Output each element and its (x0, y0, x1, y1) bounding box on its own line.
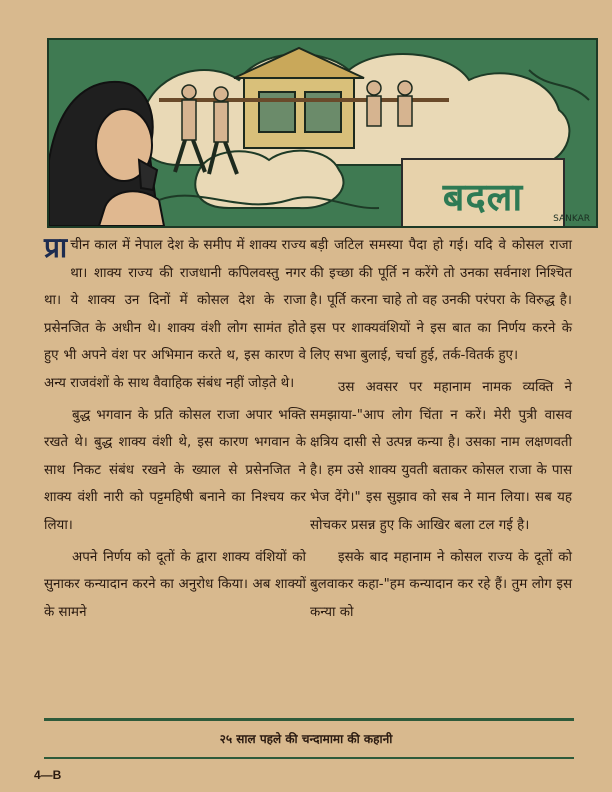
footer-rule-bottom (44, 757, 574, 759)
woman-portrait (49, 82, 164, 226)
footer-rule-top (44, 718, 574, 721)
paragraph-5: उस अवसर पर महानाम नामक व्यक्ति ने समझाया-"आप लोग चिंता न करें। मेरी पुत्री वासव क्षत्रिय दासी से उत्पन्न कन्या है। उसका नाम लक्षणवती है। हम उसे शाक्य युवती बताकर कोसल राजा के पास भेज देंगे।" इस सुझाव को सब ने मान लिया। सब यह सोचकर प्रसन्न हुए कि आखिर बला टल गई है। (310, 379, 572, 533)
paragraph-2: बुद्ध भगवान के प्रति कोसल राजा अपार भक्ति रखते थे। बुद्ध शाक्य वंशी थे, इस कारण भगवान के साथ निकट संबंध रखने के ख्याल से प्रसेनजित ने शाक्य वंशी नारी को पट्टमहिषी बनाने का निश्चय कर लिया। (44, 407, 306, 533)
story-column-left (44, 232, 306, 630)
story-title-box (401, 158, 565, 228)
paragraph-text: चीन काल में नेपाल देश के समीप में शाक्य राज्य था। शाक्य राज्य की राजधानी कपिलवस्तु नगर था। ये शाक्य उन दिनों में कोसल देश के राजा प्रसेनजित के अधीन थे। शाक्य वंशी लोग सामंत होते हुए भी अपने वंश पर अभिमान करते थ, इस कारण वे अन्य राजवंशों के साथ वैवाहिक संबंध नहीं जोड़ते थे। (44, 238, 306, 391)
story-title: बदला (442, 175, 524, 219)
story-banner-illustration (47, 38, 598, 228)
paragraph-6: इसके बाद महानाम ने कोसल राज्य के दूतों को बुलवाकर कहा-"हम कन्यादान कर रहे हैं। तुम लोग इस कन्या को (310, 549, 572, 620)
artist-signature: SANKAR (553, 214, 590, 224)
paragraph-3: अपने निर्णय को दूतों के द्वारा शाक्य वंशियों को सुनाकर कन्यादान करने का अनुरोध किया। अब शाक्यों के सामने (44, 549, 306, 620)
drop-cap: प्रा (44, 231, 68, 264)
paragraph-4: बड़ी जटिल समस्या पैदा हो गई। यदि वे कोसल राजा की इच्छा की पूर्ति न करेंगे तो उनका सर्वनाश निश्चित है। पूर्ति करना चाहे तो वह उनकी परंपरा के विरुद्ध है। इस पर शाक्यवंशियों ने इस बात का निर्णय करने के लिए सभा बुलाई, चर्चा हुई, तर्क-वितर्क हुए। (310, 238, 572, 364)
story-column-right (310, 232, 572, 630)
paragraph-1 (44, 232, 306, 398)
footer-caption: २५ साल पहले की चन्दामामा की कहानी (219, 732, 393, 746)
page-number: 4—B (34, 768, 62, 782)
